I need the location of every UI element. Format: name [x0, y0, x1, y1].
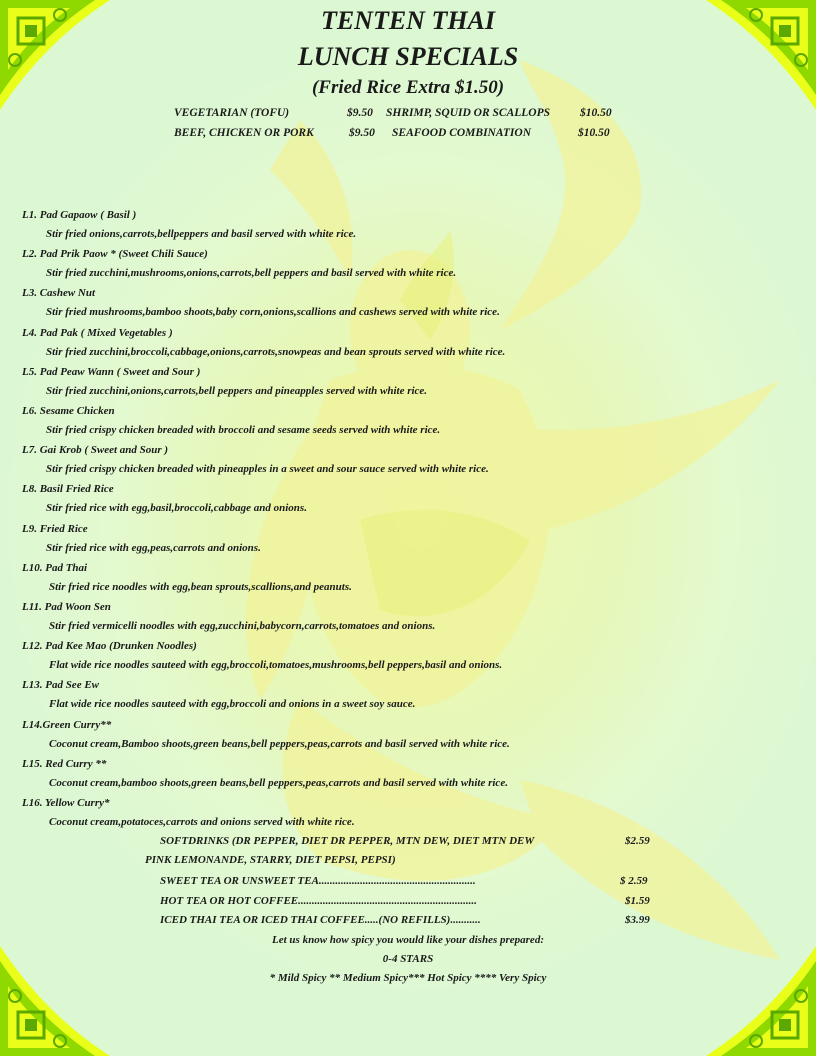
menu-item-title: L4. Pad Pak ( Mixed Vegetables )	[22, 326, 173, 339]
menu-item-title: L7. Gai Krob ( Sweet and Sour )	[22, 444, 169, 457]
menu-item-title: L10. Pad Thai	[22, 561, 88, 574]
menu-item-description: Coconut cream,Bamboo shoots,green beans,bell peppers,peas,carrots and basil served with white rice.	[49, 737, 510, 750]
menu-item-title: L16. Yellow Curry*	[22, 797, 110, 809]
price-seafood-single: $10.50	[580, 107, 612, 119]
drink-label-softdrinks-cont: PINK LEMONANDE, STARRY, DIET PEPSI, PEPSI)	[145, 854, 396, 866]
drink-price-hot-tea: $1.59	[625, 895, 650, 907]
menu-item-title: L6. Sesame Chicken	[22, 405, 115, 417]
menu-item-description: Stir fried zucchini,broccoli,cabbage,onions,carrots,snowpeas and bean sprouts served with white rice.	[46, 345, 506, 358]
drink-label-hot-tea: HOT TEA OR HOT COFFEE.................................................................	[160, 895, 477, 907]
drink-price-softdrinks: $2.59	[625, 835, 650, 847]
menu-item-description: Stir fried crispy chicken breaded with pineapples in a sweet and sour sauce served with white rice.	[46, 463, 489, 476]
menu-item-description: Stir fried rice with egg,basil,broccoli,cabbage and onions.	[46, 502, 307, 515]
drink-price-thai-tea: $3.99	[625, 914, 650, 926]
menu-item-description: Stir fried zucchini,onions,carrots,bell peppers and pineapples served with white rice.	[46, 384, 428, 397]
menu-item-title: L12. Pad Kee Mao (Drunken Noodles)	[22, 640, 197, 653]
spice-note: Let us know how spicy you would like your dishes prepared:	[272, 934, 544, 946]
menu-item-title: L3. Cashew Nut	[22, 287, 96, 300]
restaurant-name: TENTEN THAI	[320, 6, 496, 35]
price-seafood-combo: $10.50	[578, 127, 610, 139]
menu-item-description: Flat wide rice noodles sauteed with egg,broccoli and onions in a sweet soy sauce.	[49, 698, 416, 711]
menu-item-description: Stir fried mushrooms,bamboo shoots,baby corn,onions,scallions and cashews served with white rice.	[46, 306, 500, 319]
price-label-meat: BEEF, CHICKEN OR PORK	[174, 127, 314, 139]
drink-label-sweet-tea: SWEET TEA OR UNSWEET TEA.........................................................	[160, 875, 476, 887]
menu-item-title: L13. Pad See Ew	[22, 679, 99, 692]
menu-item-description: Stir fried vermicelli noodles with egg,zucchini,babycorn,carrots,tomatoes and onions.	[49, 620, 436, 632]
drink-label-thai-tea: ICED THAI TEA OR ICED THAI COFFEE.....(NO REFILLS)...........	[160, 914, 481, 926]
menu-heading: LUNCH SPECIALS	[297, 42, 519, 71]
menu-item-title: L8. Basil Fried Rice	[22, 483, 114, 496]
drink-label-softdrinks: SOFTDRINKS (DR PEPPER, DIET DR PEPPER, MTN DEW, DIET MTN DEW	[160, 835, 535, 847]
menu-item-title: L14.Green Curry**	[22, 718, 112, 731]
menu-item-description: Stir fried crispy chicken breaded with broccoli and sesame seeds served with white rice.	[46, 424, 441, 436]
menu-item-title: L2. Pad Prik Paow * (Sweet Chili Sauce)	[22, 248, 208, 261]
price-label-seafood-single: SHRIMP, SQUID OR SCALLOPS	[386, 107, 551, 119]
spice-legend: * Mild Spicy ** Medium Spicy*** Hot Spicy **** Very Spicy	[269, 972, 547, 984]
price-vegetarian: $9.50	[347, 107, 373, 119]
menu-item-description: Stir fried rice with egg,peas,carrots and onions.	[46, 541, 261, 554]
fried-rice-note: (Fried Rice Extra $1.50)	[311, 77, 505, 98]
drink-price-sweet-tea: $ 2.59	[620, 875, 648, 887]
menu-item-description: Stir fried zucchini,mushrooms,onions,carrots,bell peppers and basil served with white rice.	[46, 267, 457, 280]
menu-item-description: Stir fried rice noodles with egg,bean sprouts,scallions,and peanuts.	[49, 580, 352, 593]
price-meat: $9.50	[349, 127, 375, 139]
menu-item-title: L9. Fried Rice	[22, 522, 88, 535]
menu-item-description: Coconut cream,potatoces,carrots and onions served with white rice.	[49, 816, 355, 828]
menu-item-description: Coconut cream,bamboo shoots,green beans,bell peppers,peas,carrots and basil served with white rice.	[49, 776, 508, 789]
menu-item-description: Flat wide rice noodles sauteed with egg,broccoli,tomatoes,mushrooms,bell peppers,basil and onions.	[49, 659, 503, 672]
menu-item-title: L1. Pad Gapaow ( Basil )	[22, 209, 137, 221]
menu-item-title: L15. Red Curry **	[22, 757, 107, 770]
price-label-seafood-combo: SEAFOOD COMBINATION	[392, 127, 531, 139]
menu-item-title: L5. Pad Peaw Wann ( Sweet and Sour )	[22, 365, 201, 378]
menu-item-description: Stir fried onions,carrots,bellpeppers and basil served with white rice.	[46, 228, 357, 240]
price-label-vegetarian: VEGETARIAN (TOFU)	[174, 107, 290, 119]
spice-scale: 0-4 STARS	[382, 953, 434, 965]
menu-item-title: L11. Pad Woon Sen	[22, 601, 111, 613]
